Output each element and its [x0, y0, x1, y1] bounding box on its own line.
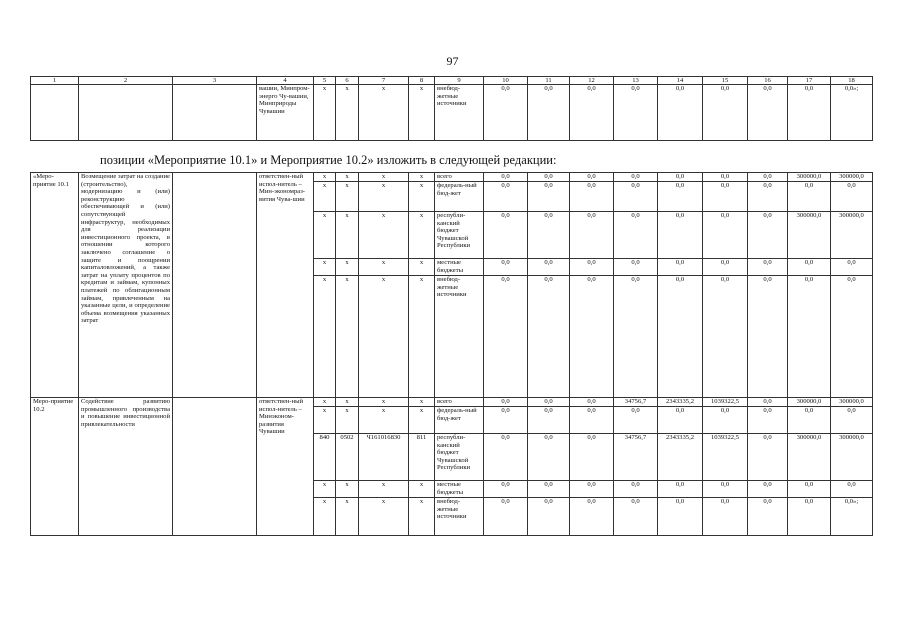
- budget-code-cell: x: [409, 276, 435, 398]
- amount-cell: 0,0: [658, 276, 703, 398]
- amount-cell: 0,0: [703, 407, 748, 434]
- budget-code-cell: x: [409, 398, 435, 407]
- budget-code-cell: x: [359, 407, 409, 434]
- funding-source: внебюд-жетные источники: [435, 85, 484, 141]
- budget-code-cell: x: [359, 276, 409, 398]
- funding-source: всего: [435, 173, 484, 182]
- budget-code-cell: x: [359, 498, 409, 536]
- amount-cell: 0,0: [703, 173, 748, 182]
- column-header: 10: [484, 77, 528, 85]
- amount-cell: 0,0: [748, 481, 788, 498]
- funding-source: местные бюджеты: [435, 259, 484, 276]
- continuation-table: [30, 76, 873, 141]
- table-row: вашии, Минпром-энерго Чу-вашии, Минприроды Чувашии x x x x внебюд-жетные источники 0,0 0,0 0,0 0,0 0,0 0,0 0,0 0,0 0,0»;: [31, 85, 873, 141]
- amount-cell: 0,0: [570, 398, 614, 407]
- amount-cell: 0,0: [484, 173, 528, 182]
- amount-cell: 0,0: [748, 434, 788, 481]
- budget-code-cell: x: [314, 212, 336, 259]
- budget-code-cell: x: [336, 498, 359, 536]
- amount-cell: 0,0: [570, 212, 614, 259]
- column-header: 2: [79, 77, 173, 85]
- amount-cell: 1039322,5: [703, 398, 748, 407]
- budget-code-cell: x: [314, 498, 336, 536]
- column-header: 14: [658, 77, 703, 85]
- amount-cell: 0,0: [748, 276, 788, 398]
- amount-cell: 0,0: [703, 259, 748, 276]
- budget-code-cell: x: [314, 173, 336, 182]
- amount-cell: 34756,7: [614, 434, 658, 481]
- budget-code-cell: x: [409, 259, 435, 276]
- amount-cell: 0,0: [658, 498, 703, 536]
- amount-cell: 0,0: [703, 182, 748, 212]
- amount-cell: 0,0: [528, 407, 570, 434]
- budget-code-cell: x: [314, 276, 336, 398]
- amount-cell: 0,0: [484, 481, 528, 498]
- column-header: 5: [314, 77, 336, 85]
- amount-cell: 0,0: [570, 259, 614, 276]
- column-header: 4: [257, 77, 314, 85]
- amount-cell: 0,0: [703, 481, 748, 498]
- budget-code-cell: x: [359, 173, 409, 182]
- amount-cell: 0,0: [614, 182, 658, 212]
- amount-cell: 300000,0: [831, 173, 873, 182]
- budget-code-cell: 811: [409, 434, 435, 481]
- amount-cell: 300000,0: [788, 173, 831, 182]
- budget-code-cell: x: [409, 173, 435, 182]
- amount-cell: 2343335,2: [658, 398, 703, 407]
- budget-code-cell: x: [336, 481, 359, 498]
- amount-cell: 0,0: [528, 182, 570, 212]
- amount-cell: 300000,0: [788, 212, 831, 259]
- amount-cell: 0,0: [614, 173, 658, 182]
- budget-code-cell: x: [336, 276, 359, 398]
- column-header: 6: [336, 77, 359, 85]
- column-header: 17: [788, 77, 831, 85]
- amount-cell: 300000,0: [831, 212, 873, 259]
- budget-code-cell: x: [409, 212, 435, 259]
- amount-cell: 0,0: [788, 259, 831, 276]
- measure-description: Содействие развитию промышленного производства и повышение инвестиционной привлекательности: [79, 398, 173, 536]
- amount-cell: 0,0: [703, 276, 748, 398]
- funding-source: внебюд-жетные источники: [435, 276, 484, 398]
- column-header: 18: [831, 77, 873, 85]
- measure-name: Меро-приятие 10.2: [31, 398, 79, 536]
- page-number: 97: [446, 54, 459, 68]
- funding-source: республи-канский бюджет Чувашской Республики: [435, 212, 484, 259]
- measures-table: [30, 172, 873, 536]
- amount-cell: 0,0: [788, 481, 831, 498]
- budget-code-cell: x: [409, 481, 435, 498]
- amount-cell: 0,0: [614, 407, 658, 434]
- budget-code-cell: x: [409, 407, 435, 434]
- amount-cell: 0,0: [748, 398, 788, 407]
- budget-code-cell: 840: [314, 434, 336, 481]
- executor-cell: ответствен-ный испол-нитель – Мин-экономраз-вития Чува-шии: [257, 173, 314, 398]
- budget-code-cell: x: [359, 398, 409, 407]
- amount-cell: 0,0: [748, 173, 788, 182]
- amount-cell: 0,0: [528, 481, 570, 498]
- amount-cell: 0,0: [614, 481, 658, 498]
- budget-code-cell: x: [359, 259, 409, 276]
- amount-cell: 0,0: [831, 182, 873, 212]
- budget-code-cell: x: [314, 182, 336, 212]
- column-header: 15: [703, 77, 748, 85]
- budget-code-cell: x: [359, 182, 409, 212]
- amount-cell: 0,0: [570, 498, 614, 536]
- budget-code-cell: x: [359, 481, 409, 498]
- budget-code-cell: x: [409, 182, 435, 212]
- budget-code-cell: x: [336, 173, 359, 182]
- amount-cell: 0,0: [570, 481, 614, 498]
- column-header: 13: [614, 77, 658, 85]
- amount-cell: 0,0: [570, 407, 614, 434]
- amount-cell: 0,0: [484, 434, 528, 481]
- amount-cell: 0,0: [570, 276, 614, 398]
- amount-cell: 0,0: [614, 498, 658, 536]
- amount-cell: 0,0: [528, 212, 570, 259]
- amount-cell: 0,0: [748, 182, 788, 212]
- amount-cell: 0,0: [484, 182, 528, 212]
- column-header: 11: [528, 77, 570, 85]
- amount-cell: 0,0: [658, 481, 703, 498]
- column-number-row: [31, 77, 873, 85]
- amount-cell: 0,0: [788, 182, 831, 212]
- amount-cell: 0,0: [831, 407, 873, 434]
- budget-code-cell: x: [336, 398, 359, 407]
- amount-cell: 0,0: [614, 259, 658, 276]
- amount-cell: 0,0: [788, 407, 831, 434]
- amount-cell: 300000,0: [831, 434, 873, 481]
- amount-cell: 300000,0: [831, 398, 873, 407]
- budget-code-cell: 0502: [336, 434, 359, 481]
- amount-cell: 0,0: [831, 276, 873, 398]
- funding-source: федераль-ный бюд-жет: [435, 182, 484, 212]
- amount-cell: 0,0: [748, 498, 788, 536]
- amount-cell: 0,0: [528, 259, 570, 276]
- funding-source: республи-канский бюджет Чувашской Республики: [435, 434, 484, 481]
- section-heading: позиции «Мероприятие 10.1» и Мероприятие 10.2» изложить в следующей редакции:: [100, 153, 557, 167]
- column-header: 16: [748, 77, 788, 85]
- amount-cell: 0,0: [703, 212, 748, 259]
- amount-cell: 0,0: [831, 481, 873, 498]
- column-header: 12: [570, 77, 614, 85]
- table-row: [31, 398, 873, 407]
- column-header: 9: [435, 77, 484, 85]
- amount-cell: 1039322,5: [703, 434, 748, 481]
- amount-cell: 0,0»;: [831, 498, 873, 536]
- amount-cell: 0,0: [748, 407, 788, 434]
- measure-10-2: [31, 398, 873, 536]
- amount-cell: 2343335,2: [658, 434, 703, 481]
- amount-cell: 0,0: [570, 434, 614, 481]
- column-header: 1: [31, 77, 79, 85]
- amount-cell: 0,0: [658, 182, 703, 212]
- amount-cell: 0,0: [788, 498, 831, 536]
- budget-code-cell: x: [314, 259, 336, 276]
- budget-code-cell: x: [409, 498, 435, 536]
- amount-cell: 0,0: [484, 398, 528, 407]
- amount-cell: 0,0: [484, 276, 528, 398]
- budget-code-cell: x: [336, 212, 359, 259]
- funding-source: местные бюджеты: [435, 481, 484, 498]
- amount-cell: 0,0: [658, 173, 703, 182]
- amount-cell: 0,0: [528, 276, 570, 398]
- amount-cell: 0,0: [484, 259, 528, 276]
- amount-cell: 0,0: [614, 212, 658, 259]
- measure-10-1: [31, 173, 873, 398]
- column-header: 8: [409, 77, 435, 85]
- amount-cell: 0,0: [788, 276, 831, 398]
- amount-cell: 0,0: [484, 212, 528, 259]
- funding-source: всего: [435, 398, 484, 407]
- amount-cell: 300000,0: [788, 434, 831, 481]
- column-header: 7: [359, 77, 409, 85]
- budget-code-cell: x: [336, 407, 359, 434]
- amount-cell: 0,0: [528, 498, 570, 536]
- amount-cell: 0,0: [658, 212, 703, 259]
- budget-code-cell: x: [314, 481, 336, 498]
- amount-cell: 0,0: [484, 407, 528, 434]
- budget-code-cell: x: [336, 182, 359, 212]
- amount-cell: 0,0: [614, 276, 658, 398]
- amount-cell: 0,0: [570, 173, 614, 182]
- amount-cell: 0,0: [748, 259, 788, 276]
- budget-code-cell: Ч161016830: [359, 434, 409, 481]
- executor-cell: вашии, Минпром-энерго Чу-вашии, Минприроды Чувашии: [257, 85, 314, 141]
- table-row: [31, 173, 873, 182]
- amount-cell: 0,0: [748, 212, 788, 259]
- amount-cell: 0,0: [528, 434, 570, 481]
- amount-cell: 0,0: [484, 498, 528, 536]
- amount-cell: 0,0: [703, 498, 748, 536]
- budget-code-cell: x: [359, 212, 409, 259]
- amount-cell: 300000,0: [788, 398, 831, 407]
- funding-source: федераль-ный бюд-жет: [435, 407, 484, 434]
- amount-cell: 0,0: [570, 182, 614, 212]
- funding-source: внебюд-жетные источники: [435, 498, 484, 536]
- executor-cell: ответствен-ный испол-нитель – Минэконом-развития Чувашии: [257, 398, 314, 536]
- amount-cell: 0,0: [528, 173, 570, 182]
- amount-cell: 0,0: [831, 259, 873, 276]
- amount-cell: 0,0: [658, 259, 703, 276]
- budget-code-cell: x: [336, 259, 359, 276]
- column-header: 3: [173, 77, 257, 85]
- amount-cell: 0,0: [658, 407, 703, 434]
- budget-code-cell: x: [314, 398, 336, 407]
- measure-name: «Меро-приятие 10.1: [31, 173, 79, 398]
- budget-code-cell: x: [314, 407, 336, 434]
- amount-cell: 0,0: [528, 398, 570, 407]
- amount-cell: 34756,7: [614, 398, 658, 407]
- measure-description: Возмещение затрат на создание (строительство), модернизацию и (или) реконструкцию обеспечивающей и (или) сопутствующей инфраструктур, необходимых для реализации инвестиционного проекта, в отношении которого заключено соглашение о защите и поощрении капиталовложений, а также затрат на уплату процентов по кредитам и займам, купонных платежей по облигационным займам, привлеченным на указанные цели, и определение объема возмещения указанных затрат: [79, 173, 173, 398]
